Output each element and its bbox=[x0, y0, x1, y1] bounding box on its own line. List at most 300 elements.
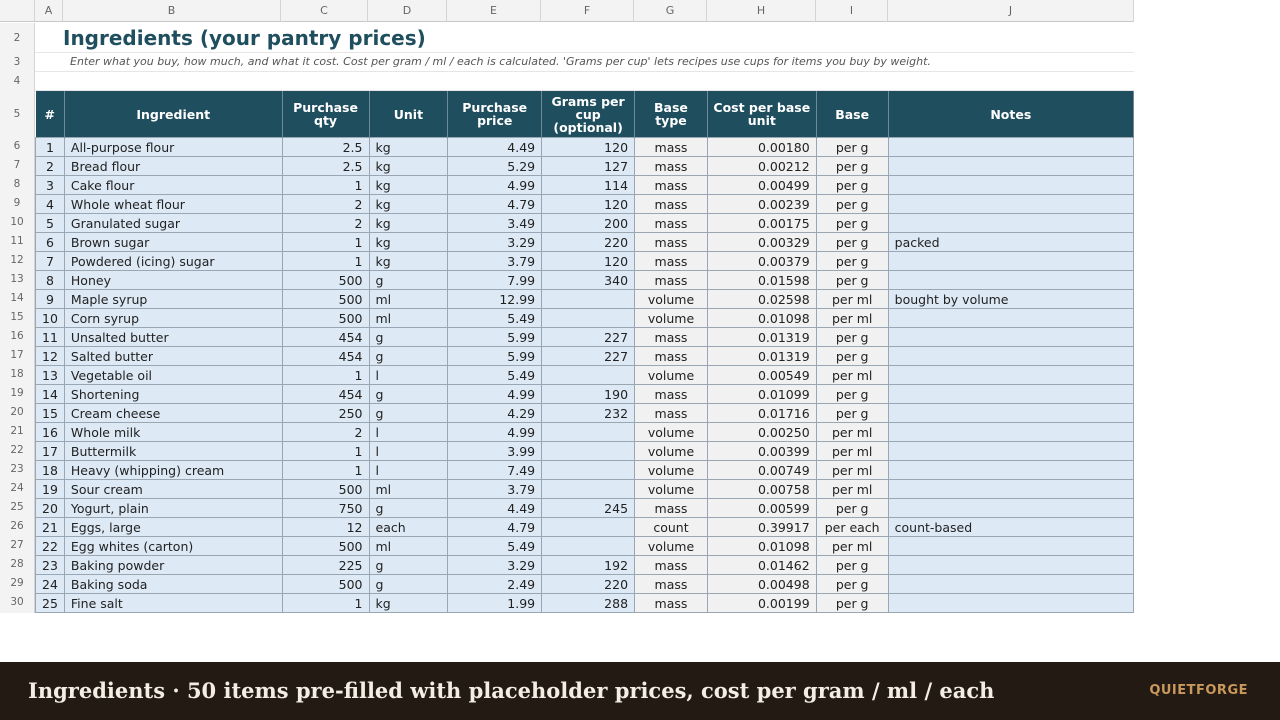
cell-num[interactable]: 17 bbox=[36, 442, 65, 461]
cell-grams-per-cup[interactable]: 288 bbox=[542, 594, 635, 613]
column-header-e[interactable]: E bbox=[447, 0, 541, 22]
cell-unit[interactable]: kg bbox=[369, 252, 448, 271]
cell-base-type[interactable]: volume bbox=[635, 423, 708, 442]
cell-num[interactable]: 15 bbox=[36, 404, 65, 423]
row-header[interactable]: 11 bbox=[0, 232, 35, 251]
cell-base-type[interactable]: mass bbox=[635, 195, 708, 214]
cell-purchase-price[interactable]: 1.99 bbox=[448, 594, 542, 613]
cell-num[interactable]: 12 bbox=[36, 347, 65, 366]
cell-ingredient[interactable]: Corn syrup bbox=[64, 309, 282, 328]
row-header[interactable]: 12 bbox=[0, 251, 35, 270]
cell-base-type[interactable]: mass bbox=[635, 594, 708, 613]
row-header[interactable]: 19 bbox=[0, 384, 35, 403]
cell-base[interactable]: per g bbox=[816, 176, 888, 195]
cell-purchase-price[interactable]: 3.29 bbox=[448, 556, 542, 575]
cell-base[interactable]: per g bbox=[816, 404, 888, 423]
cell-purchase-price[interactable]: 3.79 bbox=[448, 480, 542, 499]
cell-unit[interactable]: g bbox=[369, 404, 448, 423]
cell-unit[interactable]: ml bbox=[369, 309, 448, 328]
row-header[interactable]: 14 bbox=[0, 289, 35, 308]
row-header[interactable]: 30 bbox=[0, 593, 35, 612]
cell-cost-per-base-unit[interactable]: 0.00329 bbox=[707, 233, 816, 252]
cell-cost-per-base-unit[interactable]: 0.02598 bbox=[707, 290, 816, 309]
column-header-h[interactable]: H bbox=[707, 0, 816, 22]
cell-unit[interactable]: g bbox=[369, 328, 448, 347]
header-base-type[interactable]: Base type bbox=[635, 91, 708, 138]
row-header[interactable]: 22 bbox=[0, 441, 35, 460]
cell-cost-per-base-unit[interactable]: 0.01319 bbox=[707, 347, 816, 366]
cell-cost-per-base-unit[interactable]: 0.00212 bbox=[707, 157, 816, 176]
cell-notes[interactable]: bought by volume bbox=[888, 290, 1133, 309]
row-header[interactable]: 17 bbox=[0, 346, 35, 365]
cell-base[interactable]: per ml bbox=[816, 480, 888, 499]
cell-ingredient[interactable]: Buttermilk bbox=[64, 442, 282, 461]
cell-base[interactable]: per g bbox=[816, 195, 888, 214]
cell-purchase-qty[interactable]: 454 bbox=[282, 347, 369, 366]
cell-purchase-qty[interactable]: 500 bbox=[282, 480, 369, 499]
cell-purchase-price[interactable]: 3.79 bbox=[448, 252, 542, 271]
row-header[interactable]: 18 bbox=[0, 365, 35, 384]
cell-ingredient[interactable]: Cream cheese bbox=[64, 404, 282, 423]
cell-ingredient[interactable]: Heavy (whipping) cream bbox=[64, 461, 282, 480]
cell-unit[interactable]: l bbox=[369, 442, 448, 461]
cell-cost-per-base-unit[interactable]: 0.00758 bbox=[707, 480, 816, 499]
cell-base-type[interactable]: volume bbox=[635, 480, 708, 499]
cell-base[interactable]: per ml bbox=[816, 309, 888, 328]
cell-purchase-price[interactable]: 5.49 bbox=[448, 309, 542, 328]
cell-num[interactable]: 20 bbox=[36, 499, 65, 518]
cell-purchase-price[interactable]: 7.99 bbox=[448, 271, 542, 290]
cell-notes[interactable] bbox=[888, 366, 1133, 385]
cell-ingredient[interactable]: Eggs, large bbox=[64, 518, 282, 537]
cell-unit[interactable]: l bbox=[369, 461, 448, 480]
cell-num[interactable]: 1 bbox=[36, 138, 65, 157]
cell-purchase-qty[interactable]: 454 bbox=[282, 385, 369, 404]
row-header[interactable]: 4 bbox=[0, 72, 35, 91]
cell-grams-per-cup[interactable]: 192 bbox=[542, 556, 635, 575]
cell-base-type[interactable]: volume bbox=[635, 290, 708, 309]
cell-num[interactable]: 10 bbox=[36, 309, 65, 328]
cell-num[interactable]: 8 bbox=[36, 271, 65, 290]
cell-cost-per-base-unit[interactable]: 0.00379 bbox=[707, 252, 816, 271]
cell-purchase-price[interactable]: 5.99 bbox=[448, 328, 542, 347]
cell-ingredient[interactable]: Shortening bbox=[64, 385, 282, 404]
cell-grams-per-cup[interactable]: 114 bbox=[542, 176, 635, 195]
cell-grams-per-cup[interactable]: 227 bbox=[542, 328, 635, 347]
cell-notes[interactable] bbox=[888, 309, 1133, 328]
cell-purchase-price[interactable]: 5.49 bbox=[448, 366, 542, 385]
cell-unit[interactable]: g bbox=[369, 556, 448, 575]
column-header-c[interactable]: C bbox=[281, 0, 368, 22]
cell-ingredient[interactable]: Cake flour bbox=[64, 176, 282, 195]
cell-notes[interactable] bbox=[888, 461, 1133, 480]
cell-purchase-price[interactable]: 4.99 bbox=[448, 423, 542, 442]
cell-grams-per-cup[interactable] bbox=[542, 461, 635, 480]
cell-purchase-qty[interactable]: 225 bbox=[282, 556, 369, 575]
column-header-g[interactable]: G bbox=[634, 0, 707, 22]
row-header[interactable]: 20 bbox=[0, 403, 35, 422]
cell-purchase-qty[interactable]: 250 bbox=[282, 404, 369, 423]
row-header[interactable]: 3 bbox=[0, 53, 35, 72]
cell-grams-per-cup[interactable]: 232 bbox=[542, 404, 635, 423]
cell-base[interactable]: per ml bbox=[816, 537, 888, 556]
cell-base-type[interactable]: mass bbox=[635, 499, 708, 518]
cell-base-type[interactable]: mass bbox=[635, 271, 708, 290]
cell-base[interactable]: per g bbox=[816, 271, 888, 290]
cell-base[interactable]: per ml bbox=[816, 366, 888, 385]
cell-purchase-price[interactable]: 5.99 bbox=[448, 347, 542, 366]
cell-ingredient[interactable]: Whole milk bbox=[64, 423, 282, 442]
column-header-b[interactable]: B bbox=[63, 0, 281, 22]
row-header[interactable]: 21 bbox=[0, 422, 35, 441]
cell-base[interactable]: per ml bbox=[816, 442, 888, 461]
cell-unit[interactable]: g bbox=[369, 385, 448, 404]
cell-purchase-price[interactable]: 4.49 bbox=[448, 138, 542, 157]
column-header-f[interactable]: F bbox=[541, 0, 634, 22]
row-header[interactable]: 25 bbox=[0, 498, 35, 517]
row-header[interactable]: 15 bbox=[0, 308, 35, 327]
cell-purchase-qty[interactable]: 2 bbox=[282, 214, 369, 233]
cell-notes[interactable] bbox=[888, 499, 1133, 518]
cell-unit[interactable]: kg bbox=[369, 214, 448, 233]
cell-grams-per-cup[interactable]: 220 bbox=[542, 233, 635, 252]
row-header[interactable]: 23 bbox=[0, 460, 35, 479]
cell-purchase-price[interactable]: 4.99 bbox=[448, 176, 542, 195]
cell-purchase-price[interactable]: 3.49 bbox=[448, 214, 542, 233]
cell-grams-per-cup[interactable]: 127 bbox=[542, 157, 635, 176]
cell-grams-per-cup[interactable]: 220 bbox=[542, 575, 635, 594]
cell-ingredient[interactable]: Powdered (icing) sugar bbox=[64, 252, 282, 271]
cell-purchase-price[interactable]: 5.29 bbox=[448, 157, 542, 176]
cell-num[interactable]: 19 bbox=[36, 480, 65, 499]
cell-base[interactable]: per ml bbox=[816, 423, 888, 442]
cell-base-type[interactable]: volume bbox=[635, 461, 708, 480]
cell-cost-per-base-unit[interactable]: 0.01098 bbox=[707, 537, 816, 556]
cell-ingredient[interactable]: All-purpose flour bbox=[64, 138, 282, 157]
cell-num[interactable]: 5 bbox=[36, 214, 65, 233]
header-cost-per-base-unit[interactable]: Cost per base unit bbox=[707, 91, 816, 138]
cell-grams-per-cup[interactable]: 245 bbox=[542, 499, 635, 518]
cell-unit[interactable]: kg bbox=[369, 157, 448, 176]
cell-notes[interactable] bbox=[888, 442, 1133, 461]
header-base[interactable]: Base bbox=[816, 91, 888, 138]
cell-base[interactable]: per g bbox=[816, 556, 888, 575]
cell-purchase-qty[interactable]: 500 bbox=[282, 537, 369, 556]
cell-ingredient[interactable]: Honey bbox=[64, 271, 282, 290]
cell-base-type[interactable]: volume bbox=[635, 442, 708, 461]
cell-ingredient[interactable]: Salted butter bbox=[64, 347, 282, 366]
cell-purchase-qty[interactable]: 12 bbox=[282, 518, 369, 537]
cell-base-type[interactable]: volume bbox=[635, 537, 708, 556]
cell-purchase-price[interactable]: 4.79 bbox=[448, 518, 542, 537]
cell-cost-per-base-unit[interactable]: 0.00499 bbox=[707, 176, 816, 195]
cell-ingredient[interactable]: Vegetable oil bbox=[64, 366, 282, 385]
cell-notes[interactable] bbox=[888, 252, 1133, 271]
cell-cost-per-base-unit[interactable]: 0.00498 bbox=[707, 575, 816, 594]
cell-purchase-qty[interactable]: 1 bbox=[282, 252, 369, 271]
cell-grams-per-cup[interactable] bbox=[542, 423, 635, 442]
row-header[interactable]: 8 bbox=[0, 175, 35, 194]
cell-notes[interactable] bbox=[888, 138, 1133, 157]
cell-purchase-qty[interactable]: 1 bbox=[282, 461, 369, 480]
cell-notes[interactable] bbox=[888, 195, 1133, 214]
cell-purchase-price[interactable]: 4.99 bbox=[448, 385, 542, 404]
cell-notes[interactable]: packed bbox=[888, 233, 1133, 252]
cell-notes[interactable] bbox=[888, 157, 1133, 176]
cell-purchase-qty[interactable]: 2 bbox=[282, 423, 369, 442]
cell-unit[interactable]: each bbox=[369, 518, 448, 537]
row-header[interactable]: 6 bbox=[0, 137, 35, 156]
cell-grams-per-cup[interactable] bbox=[542, 480, 635, 499]
cell-purchase-price[interactable]: 4.79 bbox=[448, 195, 542, 214]
cell-notes[interactable] bbox=[888, 214, 1133, 233]
cell-unit[interactable]: ml bbox=[369, 480, 448, 499]
cell-num[interactable]: 24 bbox=[36, 575, 65, 594]
cell-base[interactable]: per g bbox=[816, 499, 888, 518]
row-header[interactable]: 16 bbox=[0, 327, 35, 346]
row-header[interactable]: 9 bbox=[0, 194, 35, 213]
row-header[interactable]: 26 bbox=[0, 517, 35, 536]
cell-num[interactable]: 4 bbox=[36, 195, 65, 214]
cell-ingredient[interactable]: Bread flour bbox=[64, 157, 282, 176]
cell-base[interactable]: per g bbox=[816, 575, 888, 594]
header-grams-per-cup[interactable]: Grams per cup (optional) bbox=[542, 91, 635, 138]
row-header[interactable]: 27 bbox=[0, 536, 35, 555]
cell-base[interactable]: per g bbox=[816, 252, 888, 271]
header-num[interactable]: # bbox=[36, 91, 65, 138]
cell-unit[interactable]: kg bbox=[369, 594, 448, 613]
cell-num[interactable]: 14 bbox=[36, 385, 65, 404]
cell-purchase-price[interactable]: 4.29 bbox=[448, 404, 542, 423]
cell-num[interactable]: 3 bbox=[36, 176, 65, 195]
cell-purchase-qty[interactable]: 1 bbox=[282, 176, 369, 195]
sheet-title[interactable]: Ingredients (your pantry prices) bbox=[63, 26, 426, 50]
row-header[interactable]: 7 bbox=[0, 156, 35, 175]
cell-cost-per-base-unit[interactable]: 0.01319 bbox=[707, 328, 816, 347]
cell-grams-per-cup[interactable] bbox=[542, 537, 635, 556]
cell-unit[interactable]: l bbox=[369, 423, 448, 442]
cell-notes[interactable] bbox=[888, 328, 1133, 347]
cell-ingredient[interactable]: Sour cream bbox=[64, 480, 282, 499]
cell-base[interactable]: per ml bbox=[816, 461, 888, 480]
cell-cost-per-base-unit[interactable]: 0.39917 bbox=[707, 518, 816, 537]
column-header-d[interactable]: D bbox=[368, 0, 447, 22]
cell-base-type[interactable]: volume bbox=[635, 366, 708, 385]
cell-cost-per-base-unit[interactable]: 0.00599 bbox=[707, 499, 816, 518]
cell-ingredient[interactable]: Brown sugar bbox=[64, 233, 282, 252]
cell-base-type[interactable]: mass bbox=[635, 157, 708, 176]
cell-grams-per-cup[interactable]: 190 bbox=[542, 385, 635, 404]
cell-purchase-qty[interactable]: 2 bbox=[282, 195, 369, 214]
cell-cost-per-base-unit[interactable]: 0.01716 bbox=[707, 404, 816, 423]
cell-purchase-qty[interactable]: 454 bbox=[282, 328, 369, 347]
cell-cost-per-base-unit[interactable]: 0.01598 bbox=[707, 271, 816, 290]
cell-purchase-price[interactable]: 3.99 bbox=[448, 442, 542, 461]
cell-unit[interactable]: l bbox=[369, 366, 448, 385]
header-unit[interactable]: Unit bbox=[369, 91, 448, 138]
cell-purchase-price[interactable]: 3.29 bbox=[448, 233, 542, 252]
cell-grams-per-cup[interactable]: 340 bbox=[542, 271, 635, 290]
cell-base-type[interactable]: mass bbox=[635, 176, 708, 195]
row-header[interactable]: 29 bbox=[0, 574, 35, 593]
header-purchase-qty[interactable]: Purchase qty bbox=[282, 91, 369, 138]
cell-unit[interactable]: kg bbox=[369, 138, 448, 157]
cell-base[interactable]: per g bbox=[816, 385, 888, 404]
cell-base-type[interactable]: volume bbox=[635, 309, 708, 328]
cell-num[interactable]: 21 bbox=[36, 518, 65, 537]
cell-unit[interactable]: ml bbox=[369, 290, 448, 309]
cell-num[interactable]: 23 bbox=[36, 556, 65, 575]
cell-notes[interactable] bbox=[888, 404, 1133, 423]
cell-base-type[interactable]: mass bbox=[635, 404, 708, 423]
cell-ingredient[interactable]: Yogurt, plain bbox=[64, 499, 282, 518]
cell-base[interactable]: per g bbox=[816, 594, 888, 613]
cell-base-type[interactable]: mass bbox=[635, 138, 708, 157]
cell-purchase-qty[interactable]: 750 bbox=[282, 499, 369, 518]
cell-ingredient[interactable]: Baking powder bbox=[64, 556, 282, 575]
cell-num[interactable]: 16 bbox=[36, 423, 65, 442]
column-header-a[interactable]: A bbox=[35, 0, 63, 22]
cell-num[interactable]: 2 bbox=[36, 157, 65, 176]
cell-num[interactable]: 22 bbox=[36, 537, 65, 556]
row-header[interactable]: 28 bbox=[0, 555, 35, 574]
cell-base[interactable]: per g bbox=[816, 214, 888, 233]
cell-cost-per-base-unit[interactable]: 0.00250 bbox=[707, 423, 816, 442]
cell-grams-per-cup[interactable] bbox=[542, 366, 635, 385]
cell-cost-per-base-unit[interactable]: 0.01098 bbox=[707, 309, 816, 328]
cell-ingredient[interactable]: Egg whites (carton) bbox=[64, 537, 282, 556]
cell-notes[interactable] bbox=[888, 347, 1133, 366]
cell-purchase-qty[interactable]: 500 bbox=[282, 575, 369, 594]
cell-purchase-price[interactable]: 2.49 bbox=[448, 575, 542, 594]
row-header[interactable]: 2 bbox=[0, 23, 35, 53]
cell-purchase-qty[interactable]: 1 bbox=[282, 366, 369, 385]
cell-grams-per-cup[interactable]: 120 bbox=[542, 252, 635, 271]
cell-base-type[interactable]: mass bbox=[635, 385, 708, 404]
header-notes[interactable]: Notes bbox=[888, 91, 1133, 138]
column-header-j[interactable]: J bbox=[888, 0, 1134, 22]
cell-base-type[interactable]: mass bbox=[635, 556, 708, 575]
cell-base[interactable]: per g bbox=[816, 157, 888, 176]
row-header[interactable]: 24 bbox=[0, 479, 35, 498]
cell-purchase-qty[interactable]: 1 bbox=[282, 233, 369, 252]
cell-base[interactable]: per each bbox=[816, 518, 888, 537]
cell-cost-per-base-unit[interactable]: 0.00399 bbox=[707, 442, 816, 461]
cell-cost-per-base-unit[interactable]: 0.01099 bbox=[707, 385, 816, 404]
cell-num[interactable]: 11 bbox=[36, 328, 65, 347]
cell-purchase-qty[interactable]: 500 bbox=[282, 271, 369, 290]
cell-ingredient[interactable]: Baking soda bbox=[64, 575, 282, 594]
cell-purchase-qty[interactable]: 500 bbox=[282, 309, 369, 328]
cell-base-type[interactable]: count bbox=[635, 518, 708, 537]
cell-base[interactable]: per g bbox=[816, 138, 888, 157]
row-header[interactable]: 10 bbox=[0, 213, 35, 232]
cell-grams-per-cup[interactable]: 120 bbox=[542, 195, 635, 214]
select-all-corner[interactable] bbox=[0, 0, 35, 22]
cell-grams-per-cup[interactable] bbox=[542, 290, 635, 309]
cell-notes[interactable] bbox=[888, 556, 1133, 575]
cell-notes[interactable]: count-based bbox=[888, 518, 1133, 537]
cell-cost-per-base-unit[interactable]: 0.00175 bbox=[707, 214, 816, 233]
cell-grams-per-cup[interactable]: 200 bbox=[542, 214, 635, 233]
cell-cost-per-base-unit[interactable]: 0.00239 bbox=[707, 195, 816, 214]
cell-base[interactable]: per g bbox=[816, 328, 888, 347]
cell-unit[interactable]: kg bbox=[369, 233, 448, 252]
cell-base-type[interactable]: mass bbox=[635, 214, 708, 233]
cell-notes[interactable] bbox=[888, 423, 1133, 442]
cell-num[interactable]: 9 bbox=[36, 290, 65, 309]
cell-ingredient[interactable]: Granulated sugar bbox=[64, 214, 282, 233]
cell-grams-per-cup[interactable]: 120 bbox=[542, 138, 635, 157]
cell-notes[interactable] bbox=[888, 176, 1133, 195]
cell-purchase-price[interactable]: 4.49 bbox=[448, 499, 542, 518]
cell-cost-per-base-unit[interactable]: 0.01462 bbox=[707, 556, 816, 575]
cell-notes[interactable] bbox=[888, 537, 1133, 556]
cell-ingredient[interactable]: Unsalted butter bbox=[64, 328, 282, 347]
cell-base-type[interactable]: mass bbox=[635, 347, 708, 366]
cell-purchase-qty[interactable]: 500 bbox=[282, 290, 369, 309]
cell-unit[interactable]: ml bbox=[369, 537, 448, 556]
cell-purchase-price[interactable]: 12.99 bbox=[448, 290, 542, 309]
header-purchase-price[interactable]: Purchase price bbox=[448, 91, 542, 138]
cell-ingredient[interactable]: Maple syrup bbox=[64, 290, 282, 309]
cell-base[interactable]: per ml bbox=[816, 290, 888, 309]
cell-notes[interactable] bbox=[888, 575, 1133, 594]
cell-notes[interactable] bbox=[888, 271, 1133, 290]
cell-num[interactable]: 18 bbox=[36, 461, 65, 480]
row-header[interactable]: 13 bbox=[0, 270, 35, 289]
cell-notes[interactable] bbox=[888, 385, 1133, 404]
cell-ingredient[interactable]: Whole wheat flour bbox=[64, 195, 282, 214]
cell-unit[interactable]: kg bbox=[369, 195, 448, 214]
cell-purchase-price[interactable]: 5.49 bbox=[448, 537, 542, 556]
cell-base-type[interactable]: mass bbox=[635, 252, 708, 271]
header-ingredient[interactable]: Ingredient bbox=[64, 91, 282, 138]
cell-num[interactable]: 7 bbox=[36, 252, 65, 271]
cell-purchase-qty[interactable]: 1 bbox=[282, 442, 369, 461]
cell-num[interactable]: 6 bbox=[36, 233, 65, 252]
row-header[interactable]: 5 bbox=[0, 91, 35, 137]
cell-purchase-price[interactable]: 7.49 bbox=[448, 461, 542, 480]
cell-grams-per-cup[interactable] bbox=[542, 309, 635, 328]
cell-unit[interactable]: g bbox=[369, 347, 448, 366]
cell-ingredient[interactable]: Fine salt bbox=[64, 594, 282, 613]
cell-cost-per-base-unit[interactable]: 0.00199 bbox=[707, 594, 816, 613]
cell-notes[interactable] bbox=[888, 480, 1133, 499]
cell-grams-per-cup[interactable]: 227 bbox=[542, 347, 635, 366]
cell-num[interactable]: 13 bbox=[36, 366, 65, 385]
cell-unit[interactable]: kg bbox=[369, 176, 448, 195]
cell-notes[interactable] bbox=[888, 594, 1133, 613]
cell-base-type[interactable]: mass bbox=[635, 575, 708, 594]
cell-unit[interactable]: g bbox=[369, 575, 448, 594]
cell-grams-per-cup[interactable] bbox=[542, 518, 635, 537]
cell-cost-per-base-unit[interactable]: 0.00749 bbox=[707, 461, 816, 480]
cell-grams-per-cup[interactable] bbox=[542, 442, 635, 461]
cell-base[interactable]: per g bbox=[816, 233, 888, 252]
cell-cost-per-base-unit[interactable]: 0.00549 bbox=[707, 366, 816, 385]
cell-base-type[interactable]: mass bbox=[635, 328, 708, 347]
cell-base-type[interactable]: mass bbox=[635, 233, 708, 252]
cell-num[interactable]: 25 bbox=[36, 594, 65, 613]
sheet-subtitle[interactable]: Enter what you buy, how much, and what it cost. Cost per gram / ml / each is calculated. 'Grams per cup' lets recipes use cups for items you buy by weight. bbox=[70, 55, 931, 68]
cell-cost-per-base-unit[interactable]: 0.00180 bbox=[707, 138, 816, 157]
column-header-i[interactable]: I bbox=[816, 0, 888, 22]
cell-unit[interactable]: g bbox=[369, 271, 448, 290]
cell-base[interactable]: per g bbox=[816, 347, 888, 366]
cell-unit[interactable]: g bbox=[369, 499, 448, 518]
cell-purchase-qty[interactable]: 2.5 bbox=[282, 157, 369, 176]
